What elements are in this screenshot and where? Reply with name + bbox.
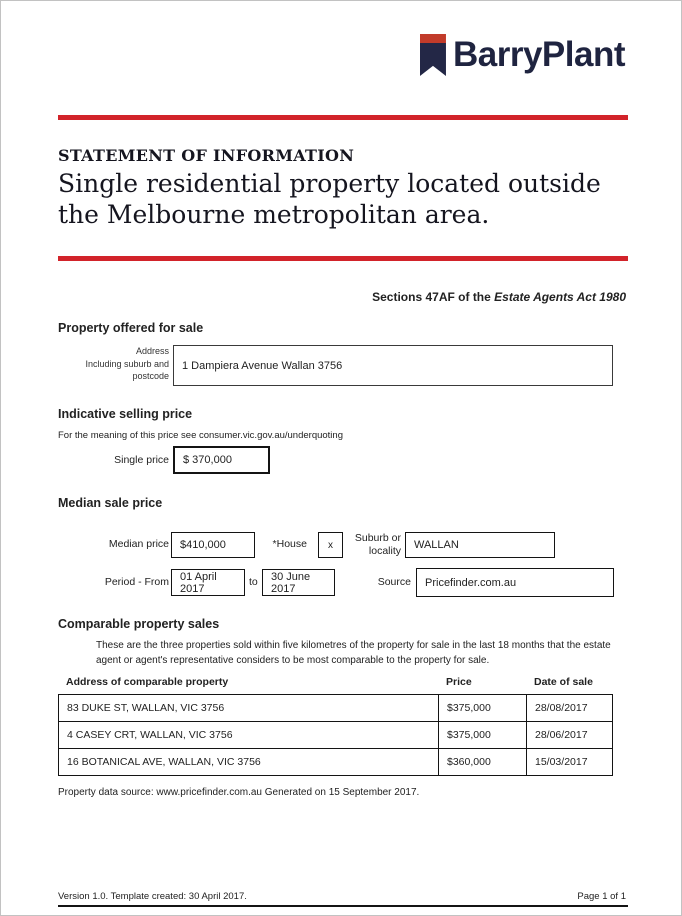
table-row [59,695,612,722]
comparable-date: 15/03/2017 [535,756,588,768]
period-to-label: to [249,576,258,588]
footer-page-number: Page 1 of 1 [577,891,626,902]
house-checkbox-field: x [318,532,343,558]
comparable-price: $375,000 [439,722,527,748]
document-eyebrow: STATEMENT OF INFORMATION [58,146,355,165]
barry-plant-logo [420,34,625,76]
section-heading-indicative-price: Indicative selling price [58,407,193,421]
comparable-address: 83 DUKE ST, WALLAN, VIC 3756 [59,695,439,721]
suburb-label: Suburb or locality [354,532,401,557]
comparable-price: $360,000 [439,749,527,775]
source-label: Source [377,576,411,588]
property-data-source-note: Property data source: www.pricefinder.com.au Generated on 15 September 2017. [58,787,420,798]
period-source-row [1,568,682,597]
period-from-field: 01 April 2017 [171,569,245,596]
comparable-address: 4 CASEY CRT, WALLAN, VIC 3756 [59,722,439,748]
comparables-table [58,694,613,776]
document-title [58,168,601,230]
red-divider-top [58,115,628,120]
period-from-label: Period - From [104,576,169,588]
underquoting-note: For the meaning of this price see consumer.vic.gov.au/underquoting [58,430,343,441]
footer-divider [58,905,628,907]
table-row [59,749,612,775]
suburb-field: WALLAN [405,532,555,558]
comparable-sales-description: These are the three properties sold within five kilometres of the property for sale in the last 18 months that the estate agent or agent's representative considers to be most comparable to the property for sale. [96,640,611,666]
single-price-field: $ 370,000 [173,446,270,474]
median-price-label: Median price [108,538,169,550]
comparable-address: 16 BOTANICAL AVE, WALLAN, VIC 3756 [59,749,439,775]
comparable-price: $375,000 [439,695,527,721]
median-price-field: $410,000 [171,532,255,558]
document-title-line1: Single residential property located outside [58,169,601,198]
red-divider-title [58,256,628,261]
median-price-row [1,531,682,558]
footer-version-text: Version 1.0. Template created: 30 April 2017. [58,891,247,902]
comparable-date: 28/08/2017 [535,702,588,714]
period-to-field: 30 June 2017 [262,569,335,596]
header-date-of-sale: Date of sale [534,676,593,688]
address-field: 1 Dampiera Avenue Wallan 3756 [173,345,613,386]
bookmark-icon [420,34,446,76]
section-heading-comparable-sales: Comparable property sales [58,617,220,631]
table-row [59,722,612,749]
logo-wordmark: BarryPlant [452,35,625,74]
house-label: *House [272,538,307,550]
address-field-label: Address Including suburb and postcode [85,346,169,381]
section-heading-median-price: Median sale price [58,496,163,510]
address-field-row [1,344,682,385]
document-title-line2: the Melbourne metropolitan area. [58,200,490,229]
single-price-label: Single price [114,454,169,466]
source-field: Pricefinder.com.au [416,568,614,597]
single-price-row [1,446,682,474]
header-price: Price [446,676,472,688]
section-heading-property: Property offered for sale [58,321,204,335]
legislation-prefix: Sections 47AF of the [372,290,495,304]
legislation-reference [372,290,626,304]
header-address: Address of comparable property [66,676,229,688]
legislation-act-name: Estate Agents Act 1980 [494,290,626,304]
comparable-date: 28/06/2017 [535,729,588,741]
